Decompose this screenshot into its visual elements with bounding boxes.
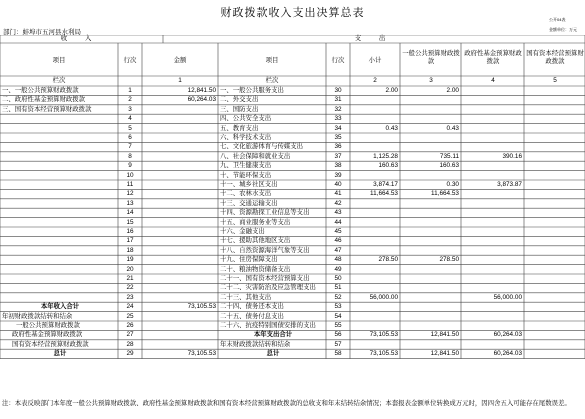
table-cell-k: [525, 189, 583, 198]
table-cell-li: 三、国有资本经营预算财政拨款: [2, 105, 92, 113]
table-cell-g: 278.50: [439, 256, 459, 264]
table-cell-ln: 3: [128, 105, 132, 113]
table-cell-g: 12,841.50: [430, 350, 459, 358]
table-cell-ri: 五、教育支出: [220, 124, 259, 132]
table-cell-la: [142, 340, 216, 349]
table-cell-ri: 二十、粮油物资储备支出: [220, 265, 291, 273]
table-cell-f: [462, 312, 522, 321]
table-cell-rn: 56: [334, 331, 342, 339]
table-cell-li: [2, 283, 118, 292]
table-cell-f: [462, 218, 522, 227]
table-cell-k: [525, 283, 583, 292]
table-cell-f: 56,000.00: [493, 293, 522, 301]
table-cell-rn: 57: [334, 340, 342, 348]
table-cell-ri: 四、公共安全支出: [220, 115, 272, 123]
table-cell-s: [350, 340, 398, 349]
table-cell-rn: 38: [334, 162, 342, 170]
table-cell-ln: 8: [128, 152, 132, 160]
amount-header: 金额: [173, 57, 187, 64]
table-cell-rn: 32: [334, 105, 342, 113]
income-item-header: 项目: [52, 57, 66, 64]
table-cell-li: 政府性基金预算财政拨款: [12, 331, 83, 339]
table-cell-ri: 十八、自然资源海洋气象等支出: [220, 246, 310, 254]
table-cell-rn: 50: [334, 275, 342, 282]
table-cell-f: [462, 246, 522, 255]
general-budget-header: 一般公共预算财政拨款: [402, 50, 460, 65]
table-cell-rn: 55: [334, 322, 342, 329]
table-cell-la: [142, 142, 216, 151]
table-cell-la: [142, 124, 216, 133]
table-cell-ri: 十七、援助其他地区支出: [220, 237, 291, 245]
table-cell-k: [525, 171, 583, 180]
table-cell-g: [401, 236, 459, 245]
table-cell-s: 1,125.28: [373, 152, 398, 160]
table-cell-li: [2, 124, 118, 133]
table-cell-li: [2, 246, 118, 255]
table-cell-la: 60,264.03: [187, 96, 216, 104]
table-cell-rn: 30: [334, 87, 342, 94]
table-cell-la: [142, 265, 216, 274]
table-cell-g: 2.00: [446, 87, 459, 94]
form-number: 公开04表: [549, 17, 566, 22]
table-cell-g: [401, 218, 459, 227]
table-cell-k: [525, 321, 583, 330]
table-cell-f: [462, 321, 522, 330]
table-cell-ln: 7: [128, 143, 132, 151]
table-cell-li: [2, 293, 118, 302]
table-cell-k: [525, 199, 583, 208]
table-cell-la: 12,841.50: [187, 87, 216, 94]
table-cell-rn: 48: [334, 256, 342, 264]
table-cell-ri: 十、节能环保支出: [220, 171, 272, 179]
table-cell-rn: 53: [334, 303, 342, 311]
table-cell-g: [401, 293, 459, 302]
table-cell-ri: 二十二、灾害防治及应急管理支出: [220, 284, 316, 292]
table-cell-f: [462, 105, 522, 114]
table-cell-ln: 18: [126, 246, 134, 254]
table-cell-g: [401, 340, 459, 349]
table-cell-ln: 6: [128, 134, 132, 141]
table-cell-g: [401, 95, 459, 104]
table-cell-g: [401, 142, 459, 151]
table-cell-f: [462, 199, 522, 208]
state-capital-header: 国有资本经营预算财政拨款: [526, 50, 584, 65]
col-2-label: 2: [373, 77, 377, 84]
table-cell-s: [350, 218, 398, 227]
table-cell-ri: 六、科学技术支出: [220, 134, 272, 141]
table-cell-ri: 八、社会保障和就业支出: [220, 152, 291, 160]
expense-item-header: 项目: [265, 57, 279, 64]
table-cell-la: 73,105.53: [187, 303, 216, 311]
table-cell-s: [350, 274, 398, 283]
table-cell-la: [142, 199, 216, 208]
table-cell-k: [525, 293, 583, 302]
table-cell-li: [2, 227, 118, 236]
table-cell-rn: 47: [334, 246, 342, 254]
table-cell-f: [462, 171, 522, 180]
table-cell-ri: 十六、金融支出: [220, 228, 265, 235]
col-1-label: 1: [178, 77, 182, 84]
table-cell-f: 3,873.87: [497, 181, 522, 188]
table-cell-ri: 十三、交通运输支出: [220, 199, 278, 207]
income-col-label: 栏次: [52, 77, 66, 84]
table-cell-rn: 42: [334, 199, 342, 207]
table-cell-s: 73,105.53: [369, 331, 398, 339]
table-cell-ri: 二十三、其他支出: [220, 293, 272, 301]
table-cell-k: [525, 133, 583, 142]
gov-fund-header: 政府性基金预算财政拨款: [464, 50, 522, 65]
table-cell-f: 60,264.03: [493, 331, 522, 339]
table-cell-ln: 27: [126, 331, 134, 339]
table-cell-ln: 24: [126, 303, 134, 311]
table-cell-k: [525, 86, 583, 95]
table-cell-k: [525, 218, 583, 227]
table-cell-ln: 23: [126, 293, 134, 301]
table-cell-li: [2, 180, 118, 189]
table-cell-li: [2, 189, 118, 198]
table-cell-f: [462, 142, 522, 151]
table-cell-rn: 43: [334, 209, 342, 217]
table-cell-k: [525, 274, 583, 283]
table-cell-g: [401, 265, 459, 274]
table-cell-k: [525, 236, 583, 245]
table-cell-g: [401, 302, 459, 311]
table-cell-f: [462, 274, 522, 283]
table-cell-rn: 52: [334, 293, 342, 301]
col-4-label: 4: [491, 77, 495, 84]
table-cell-k: [525, 161, 583, 170]
table-cell-ri: 总计: [266, 350, 280, 358]
table-cell-g: [401, 227, 459, 236]
table-cell-g: 0.43: [446, 124, 459, 132]
table-cell-g: [401, 105, 459, 114]
table-cell-ln: 9: [128, 162, 132, 170]
table-cell-li: [2, 199, 118, 208]
table-cell-ln: 12: [126, 190, 134, 198]
table-cell-la: [142, 321, 216, 330]
table-cell-la: [142, 227, 216, 236]
table-cell-la: [142, 312, 216, 321]
table-cell-rn: 35: [334, 134, 342, 141]
table-cell-g: 160.63: [439, 162, 459, 170]
table-cell-g: [401, 274, 459, 283]
table-cell-ri: 二十四、债务还本支出: [220, 303, 284, 311]
table-cell-s: [350, 246, 398, 255]
table-cell-ri: 二十一、国有资本经营预算支出: [220, 275, 310, 282]
table-cell-s: [350, 208, 398, 217]
table-cell-f: [462, 255, 522, 264]
table-cell-la: [142, 283, 216, 292]
col-5-label: 5: [553, 77, 557, 84]
table-cell-ri: 七、文化旅游体育与传媒支出: [220, 143, 304, 151]
table-cell-ln: 15: [126, 218, 134, 226]
table-cell-li: 国有资本经营预算财政拨款: [12, 340, 89, 348]
table-cell-f: [462, 340, 522, 349]
table-cell-la: [142, 180, 216, 189]
table-cell-li: 二、政府性基金预算财政拨款: [2, 96, 86, 104]
table-cell-k: [525, 208, 583, 217]
table-cell-rn: 40: [334, 181, 342, 188]
table-cell-la: [142, 218, 216, 227]
table-cell-f: 390.16: [502, 152, 522, 160]
table-cell-ln: 16: [126, 228, 134, 235]
table-cell-s: 11,664.53: [370, 190, 398, 198]
table-cell-ln: 11: [126, 181, 134, 188]
table-cell-g: [401, 321, 459, 330]
table-cell-li: [2, 255, 118, 264]
table-cell-g: 735.11: [439, 152, 459, 160]
table-cell-la: [142, 114, 216, 123]
table-cell-ln: 29: [126, 350, 134, 358]
table-cell-rn: 36: [334, 143, 342, 151]
col-3-label: 3: [429, 77, 433, 84]
table-cell-s: [350, 283, 398, 292]
table-cell-ln: 22: [126, 284, 134, 292]
table-cell-rn: 45: [334, 228, 342, 235]
table-cell-la: [142, 255, 216, 264]
table-cell-s: [350, 321, 398, 330]
expense-row-no-header: 行次: [331, 57, 345, 64]
table-cell-rn: 44: [334, 218, 342, 226]
table-cell-rn: 31: [334, 96, 342, 104]
table-cell-k: [525, 180, 583, 189]
table-cell-s: [350, 312, 398, 321]
table-cell-s: 56,000.00: [369, 293, 398, 301]
table-cell-k: [525, 142, 583, 151]
table-cell-la: [142, 246, 216, 255]
table-cell-ln: 5: [128, 124, 132, 132]
table-cell-rn: 33: [334, 115, 342, 123]
table-cell-s: [350, 171, 398, 180]
table-cell-k: [525, 114, 583, 123]
table-cell-g: [401, 171, 459, 180]
table-cell-g: 0.30: [446, 181, 459, 188]
table-cell-k: [525, 95, 583, 104]
expense-col-label: 栏次: [265, 77, 279, 84]
table-cell-s: 160.63: [378, 162, 398, 170]
table-cell-li: 本年收入合计: [40, 303, 80, 311]
table-cell-s: [350, 133, 398, 142]
table-cell-ri: 十二、农林水支出: [220, 190, 272, 198]
table-cell-f: [462, 124, 522, 133]
table-cell-s: [350, 236, 398, 245]
table-cell-ri: 本年支出合计: [253, 331, 293, 339]
table-cell-ln: 25: [126, 312, 134, 320]
table-cell-g: [401, 114, 459, 123]
table-cell-la: [142, 208, 216, 217]
table-cell-f: [462, 283, 522, 292]
table-cell-g: [401, 246, 459, 255]
table-cell-ri: 十一、城乡社区支出: [220, 181, 278, 188]
subtotal-header: 小计: [368, 57, 382, 64]
table-cell-la: [142, 293, 216, 302]
table-cell-li: [2, 236, 118, 245]
table-cell-ri: 三、国防支出: [220, 105, 259, 113]
table-cell-rn: 58: [334, 350, 342, 358]
table-cell-ln: 10: [126, 171, 134, 179]
table-cell-ri: 二十六、抗疫特别国债安排的支出: [220, 322, 316, 329]
table-cell-s: [350, 114, 398, 123]
table-cell-s: 0.43: [385, 124, 398, 132]
table-cell-la: [142, 161, 216, 170]
table-cell-rn: 37: [334, 152, 342, 160]
table-cell-k: [525, 246, 583, 255]
table-cell-k: [525, 349, 583, 358]
table-cell-f: [462, 208, 522, 217]
table-cell-rn: 51: [334, 284, 342, 292]
table-cell-la: [142, 274, 216, 283]
table-cell-s: 3,874.17: [373, 181, 398, 188]
table-cell-s: [350, 265, 398, 274]
table-cell-li: [2, 142, 118, 151]
table-cell-ln: 2: [128, 96, 132, 104]
table-cell-li: 一、一般公共预算财政拨款: [2, 87, 79, 94]
table-cell-li: 年初财政拨款结转和结余: [2, 312, 73, 320]
table-cell-rn: 46: [334, 237, 342, 245]
table-cell-k: [525, 152, 583, 161]
table-cell-rn: 41: [334, 190, 342, 198]
table-cell-s: [350, 302, 398, 311]
table-cell-li: [2, 171, 118, 180]
table-cell-k: [525, 302, 583, 311]
table-cell-g: 12,841.50: [430, 331, 459, 339]
table-cell-la: [142, 105, 216, 114]
table-cell-k: [525, 265, 583, 274]
table-cell-rn: 49: [334, 265, 342, 273]
table-cell-li: [2, 152, 118, 161]
table-cell-la: [142, 171, 216, 180]
table-cell-s: [350, 227, 398, 236]
table-cell-ln: 13: [126, 199, 134, 207]
table-cell-li: 总计: [53, 350, 67, 358]
table-cell-k: [525, 340, 583, 349]
footnote: 注：本表反映部门本年度一般公共预算财政拨款、政府性基金预算财政拨款和国有资本经营预算财政拨款的总收支和年末结转结余情况；本套报表金额单位转换成万元时，因四舍五入可能存在尾数误差。: [2, 400, 571, 407]
table-cell-ri: 十四、资源勘探工业信息等支出: [220, 209, 310, 217]
table-cell-ri: 二、外交支出: [220, 96, 259, 104]
table-cell-la: [142, 152, 216, 161]
income-header: 收 入: [60, 35, 100, 42]
department-label: 部门：蚌埠市五河县水利局: [3, 29, 81, 36]
table-cell-la: [142, 330, 216, 339]
table-cell-rn: 34: [334, 124, 342, 132]
table-cell-f: 60,264.03: [493, 350, 522, 358]
table-cell-f: [462, 86, 522, 95]
table-cell-f: [462, 236, 522, 245]
table-cell-li: [2, 114, 118, 123]
table-cell-f: [462, 302, 522, 311]
table-cell-g: [401, 312, 459, 321]
table-cell-k: [525, 312, 583, 321]
table-cell-ri: 十九、住房保障支出: [220, 256, 278, 264]
table-cell-li: [2, 208, 118, 217]
table-cell-g: [401, 199, 459, 208]
table-cell-ri: 十五、商业服务业等支出: [220, 218, 291, 226]
table-cell-s: 2.00: [385, 87, 398, 94]
unit-label: 金额单位：万元: [549, 27, 577, 32]
table-cell-li: [2, 161, 118, 170]
table-cell-k: [525, 330, 583, 339]
table-cell-rn: 39: [334, 171, 342, 179]
table-cell-ln: 28: [126, 340, 134, 348]
table-cell-ln: 4: [128, 115, 132, 123]
table-cell-k: [525, 105, 583, 114]
table-cell-ri: 一、一般公共服务支出: [220, 87, 284, 94]
table-cell-la: [142, 133, 216, 142]
table-cell-f: [462, 189, 522, 198]
table-cell-la: [142, 189, 216, 198]
table-cell-ln: 19: [126, 256, 134, 264]
table-cell-k: [525, 124, 583, 133]
table-cell-ln: 17: [126, 237, 134, 245]
table-cell-ln: 20: [126, 265, 134, 273]
table-cell-k: [525, 227, 583, 236]
table-cell-g: [401, 208, 459, 217]
table-cell-ri: 二十五、债务付息支出: [220, 312, 284, 320]
table-cell-ln: 26: [126, 322, 134, 329]
table-cell-f: [462, 265, 522, 274]
table-cell-s: [350, 105, 398, 114]
table-cell-f: [462, 133, 522, 142]
table-cell-ln: 21: [126, 275, 134, 282]
table-cell-li: [2, 218, 118, 227]
table-cell-f: [462, 161, 522, 170]
table-cell-k: [525, 255, 583, 264]
table-cell-f: [462, 114, 522, 123]
table-cell-f: [462, 227, 522, 236]
table-cell-li: [2, 265, 118, 274]
table-cell-s: 73,105.53: [369, 350, 398, 358]
table-cell-ri: 九、卫生健康支出: [220, 162, 272, 170]
table-cell-ln: 14: [126, 209, 134, 217]
report-title: 财政拨款收入支出决算总表: [220, 7, 365, 19]
table-cell-s: [350, 95, 398, 104]
table-cell-rn: 54: [334, 312, 342, 320]
table-cell-g: [401, 283, 459, 292]
table-cell-la: 73,105.53: [187, 350, 216, 358]
table-cell-ri: 年末财政拨款结转和结余: [220, 340, 291, 348]
table-cell-s: [350, 142, 398, 151]
table-cell-li: [2, 274, 118, 283]
table-cell-s: [350, 199, 398, 208]
table-cell-li: 一般公共预算财政拨款: [16, 322, 80, 329]
table-cell-g: 11,664.53: [431, 190, 459, 198]
expense-header: 支 出: [354, 35, 394, 42]
table-cell-f: [462, 95, 522, 104]
table-cell-li: [2, 133, 118, 142]
table-cell-s: 278.50: [378, 256, 398, 264]
income-row-no-header: 行次: [123, 57, 137, 64]
table-cell-ln: 1: [128, 87, 132, 94]
table-cell-la: [142, 236, 216, 245]
table-cell-g: [401, 133, 459, 142]
